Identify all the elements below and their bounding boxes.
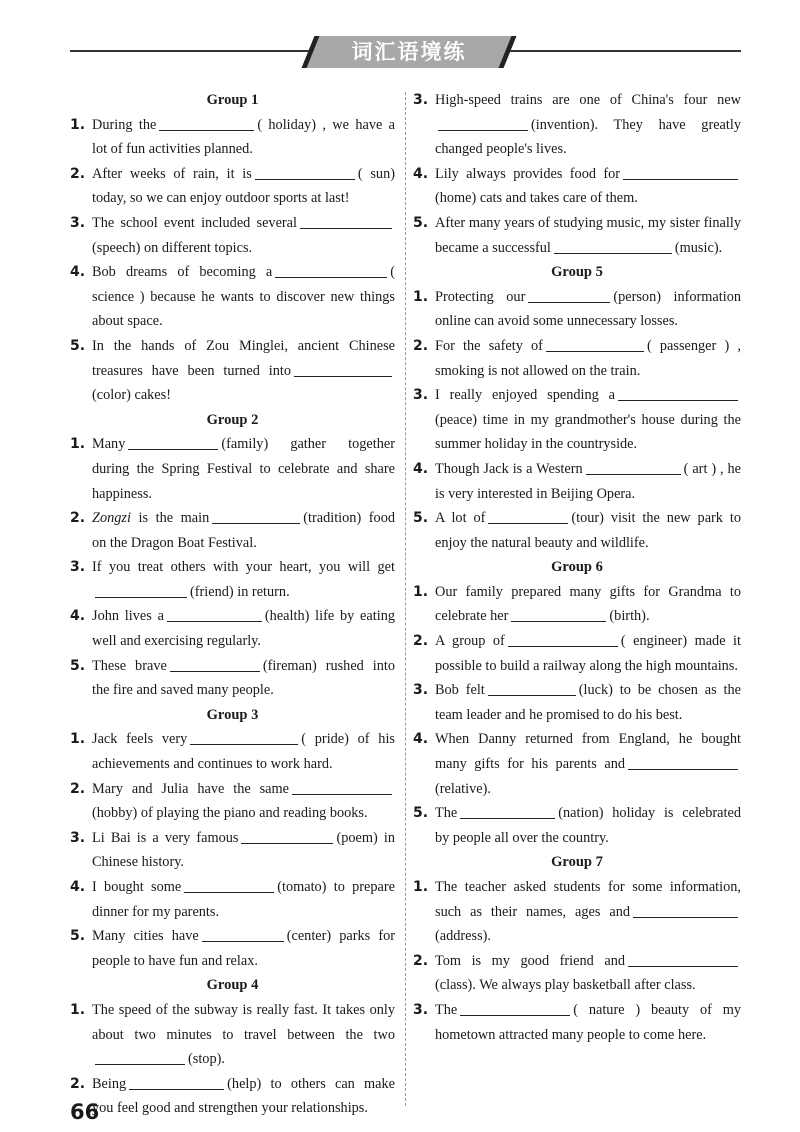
item-text-after: (friend) in return. [190, 583, 290, 600]
item-text-before: John lives a [92, 608, 164, 625]
item-text-before: The teacher asked students for some information, such as their names, ages and [435, 879, 741, 920]
item-text-before: Many cities have [92, 928, 199, 945]
item-text [92, 604, 395, 653]
item-text [435, 334, 741, 383]
answer-blank[interactable] [554, 237, 672, 254]
exercise-item [413, 88, 741, 162]
item-number: 4. [413, 460, 429, 477]
item-number: 1. [413, 288, 429, 305]
exercise-item [413, 162, 741, 211]
answer-blank[interactable] [95, 581, 187, 598]
answer-blank[interactable] [528, 286, 610, 303]
exercise-item [413, 506, 741, 555]
item-text [435, 678, 741, 727]
item-text-before: When Danny returned from England, he bought many gifts for his parents and [435, 731, 741, 773]
item-text-before: After weeks of rain, it is [92, 165, 252, 182]
item-text-before: Tom is my good friend and [435, 952, 625, 969]
item-text-after: (tour) visit the new park to enjoy the natural beauty and wildlife. [435, 510, 741, 551]
answer-blank[interactable] [300, 212, 392, 229]
item-text [92, 334, 395, 408]
item-text-before: Bob dreams of becoming a [92, 264, 273, 281]
item-number: 2. [70, 165, 86, 182]
answer-blank[interactable] [167, 605, 262, 622]
item-text-before: During the [92, 116, 157, 133]
item-text-after: (address). [435, 928, 491, 945]
exercise-item [70, 432, 395, 506]
item-text [435, 727, 741, 801]
exercise-item [70, 211, 395, 260]
item-text [92, 727, 395, 776]
answer-blank[interactable] [159, 114, 254, 131]
item-number: 5. [70, 337, 86, 354]
item-text [92, 113, 395, 162]
item-number: 5. [70, 657, 86, 674]
item-number: 2. [70, 510, 86, 527]
item-number: 5. [413, 805, 429, 822]
group-heading: Group 3 [206, 706, 259, 723]
item-text-before: Mary and Julia have the same [92, 780, 289, 797]
item-text-after: (help) to others can make you feel good and strengthen your relationships. [92, 1075, 395, 1117]
item-number: 1. [70, 731, 86, 748]
group-heading: Group 2 [206, 411, 259, 428]
group-heading: Group 5 [551, 264, 603, 281]
item-text [92, 555, 395, 604]
exercise-item [413, 875, 741, 949]
item-text [435, 211, 741, 260]
column-divider [405, 92, 406, 1106]
item-text [435, 88, 741, 162]
answer-blank[interactable] [511, 605, 606, 622]
item-text-after: (person) information online can avoid some unnecessary losses. [435, 288, 741, 330]
exercise-item [70, 604, 395, 653]
answer-blank[interactable] [95, 1048, 185, 1065]
exercise-item [413, 678, 741, 727]
answer-blank[interactable] [488, 679, 576, 696]
exercise-item [413, 629, 741, 678]
item-text-after: ( holiday) , we have a lot of fun activities planned. [92, 116, 395, 158]
exercise-item [70, 555, 395, 604]
header-rule-left [70, 50, 320, 52]
exercise-item [413, 285, 741, 334]
item-number: 1. [70, 1001, 86, 1018]
exercise-item [413, 334, 741, 383]
item-number: 3. [413, 1001, 429, 1018]
item-number: 3. [413, 682, 429, 699]
exercise-item [413, 457, 741, 506]
item-text-after: (speech) on different topics. [92, 239, 253, 256]
item-number: 2. [413, 633, 429, 650]
exercise-item [70, 1072, 395, 1121]
item-text [435, 998, 741, 1047]
item-text [435, 162, 741, 211]
item-text-before: Protecting our [435, 288, 526, 305]
item-number: 2. [70, 780, 86, 797]
item-text [92, 826, 395, 875]
item-text-after: ( sun) today, so we can enjoy outdoor sports at last! [92, 165, 395, 207]
answer-blank[interactable] [460, 999, 570, 1016]
item-text [435, 949, 741, 998]
item-text-before: Though Jack is a Western [435, 460, 583, 477]
item-text [435, 801, 741, 850]
exercise-item [70, 334, 395, 408]
item-text [92, 998, 395, 1072]
item-text [92, 211, 395, 260]
item-text-after: (nation) holiday is celebrated by people all over the country. [435, 805, 741, 846]
item-number: 3. [70, 829, 86, 846]
item-text-before: If you treat others with your heart, you will get [92, 559, 395, 576]
item-text-before: I really enjoyed spending a [435, 387, 615, 404]
item-text-before: The [435, 1001, 458, 1018]
exercise-item [413, 998, 741, 1047]
item-text-after: (fireman) rushed into the fire and saved many people. [92, 657, 395, 699]
item-number: 2. [413, 952, 429, 969]
item-number: 2. [413, 337, 429, 354]
item-text [435, 629, 741, 678]
item-text-before: is the main [138, 510, 210, 527]
item-text-before: Being [92, 1075, 127, 1092]
item-number: 3. [413, 92, 429, 108]
exercise-item [70, 777, 395, 826]
item-text [435, 285, 741, 334]
item-number: 3. [413, 387, 429, 404]
exercise-item [413, 580, 741, 629]
item-text [435, 383, 741, 457]
item-text-before: A group of [435, 633, 505, 650]
item-text-after: (invention). They have greatly changed people's lives. [435, 116, 741, 158]
item-text-after: ( passenger ) , smoking is not allowed on the train. [435, 337, 741, 379]
item-number: 1. [413, 583, 429, 600]
item-text-before: I bought some [92, 879, 182, 895]
item-text-after: (hobby) of playing the piano and reading books. [92, 805, 368, 822]
group-heading: Group 1 [206, 92, 259, 108]
item-text-after: (class). We always play basketball after class. [435, 977, 696, 994]
answer-blank[interactable] [628, 753, 738, 770]
exercise-item [70, 875, 395, 924]
item-text-before: A lot of [435, 510, 486, 527]
exercise-item [70, 727, 395, 776]
item-text [92, 777, 395, 826]
item-text-after: (peace) time in my grandmother's house during the summer holiday in the countryside. [435, 411, 741, 453]
item-number: 4. [413, 165, 429, 182]
exercise-item [70, 998, 395, 1072]
item-text-before: Many [92, 436, 126, 453]
item-text-after: (tomato) to prepare dinner for my parents. [92, 879, 395, 920]
item-text-before: High-speed trains are one of China's four new [435, 92, 741, 108]
exercise-item [70, 113, 395, 162]
item-text [435, 875, 741, 949]
item-text-before: Li Bai is a very famous [92, 829, 239, 846]
item-text [435, 580, 741, 629]
item-number: 4. [70, 608, 86, 625]
item-text-before: Bob felt [435, 682, 485, 699]
answer-blank[interactable] [546, 335, 644, 352]
item-text [435, 506, 741, 555]
answer-blank[interactable] [241, 827, 333, 844]
answer-blank[interactable] [202, 925, 284, 942]
item-number: 5. [413, 214, 429, 231]
item-number: 4. [70, 264, 86, 281]
answer-blank[interactable] [488, 507, 568, 524]
answer-blank[interactable] [586, 458, 681, 475]
item-text-before: In the hands of Zou Minglei, ancient Chinese treasures have been turned into [92, 337, 395, 379]
answer-blank[interactable] [275, 261, 387, 278]
item-text-before: Our family prepared many gifts for Grandma to celebrate her [435, 583, 741, 625]
exercise-item [70, 654, 395, 703]
answer-blank[interactable] [623, 163, 738, 180]
answer-blank[interactable] [438, 114, 528, 131]
answer-blank[interactable] [212, 507, 300, 524]
item-text [92, 432, 395, 506]
item-text-after: (stop). [188, 1051, 225, 1068]
left-column [70, 88, 395, 1121]
item-text-after: ( science ) because he wants to discover new things about space. [92, 264, 395, 330]
answer-blank[interactable] [628, 950, 738, 967]
item-number: 4. [413, 731, 429, 748]
exercise-item [413, 383, 741, 457]
item-text-before: After many years of studying music, my sister finally became a successful [435, 214, 741, 256]
item-text-before: Jack feels very [92, 731, 188, 748]
item-number: 1. [70, 436, 86, 453]
item-number: 1. [413, 879, 429, 895]
answer-blank[interactable] [618, 384, 738, 401]
answer-blank[interactable] [294, 360, 392, 377]
item-text [92, 506, 395, 555]
item-text-before: The school event included several [92, 214, 297, 231]
answer-blank[interactable] [129, 1073, 224, 1090]
answer-blank[interactable] [633, 901, 738, 918]
item-text-after: (birth). [609, 608, 650, 625]
item-number: 3. [70, 214, 86, 231]
item-text-after: ( nature ) beauty of my hometown attracted many people to come here. [435, 1001, 741, 1043]
item-text-after: (center) parks for people to have fun and relax. [92, 928, 395, 969]
item-number: 1. [70, 116, 86, 133]
item-text-before: For the safety of [435, 337, 543, 354]
exercise-item [70, 260, 395, 334]
item-text-after: ( art ) , he is very interested in Beijing Opera. [435, 460, 741, 502]
item-text [92, 875, 395, 924]
item-text-after: (color) cakes! [92, 387, 171, 404]
item-text-before: The [435, 805, 458, 822]
exercise-item [70, 506, 395, 555]
item-number: 3. [70, 559, 86, 576]
group-heading: Group 6 [551, 559, 603, 576]
item-text-before: Lily always provides food for [435, 165, 620, 182]
exercise-item [70, 826, 395, 875]
item-text-after: ( pride) of his achievements and continues to work hard. [92, 731, 395, 773]
exercise-item [70, 162, 395, 211]
answer-blank[interactable] [292, 778, 392, 795]
item-italic-word: Zongzi [92, 510, 131, 527]
item-text-after: (family) gather together during the Spring Festival to celebrate and share happiness. [92, 436, 395, 502]
group-heading: Group 7 [551, 854, 603, 871]
exercise-item [413, 949, 741, 998]
item-text-before: These brave [92, 657, 167, 674]
item-text-after: (music). [674, 239, 723, 256]
item-text [92, 924, 395, 973]
item-text-after: (tradition) food on the Dragon Boat Festival. [92, 510, 395, 551]
item-text-before: The speed of the subway is really fast. It takes only about two minutes to travel between the two [92, 1001, 395, 1043]
answer-blank[interactable] [128, 433, 218, 450]
item-text-after: (health) life by eating well and exercising regularly. [92, 608, 395, 650]
answer-blank[interactable] [190, 728, 298, 745]
item-number: 2. [70, 1075, 86, 1092]
exercise-item [70, 924, 395, 973]
page-title: 词汇语境练 [351, 40, 467, 64]
item-text-after: (home) cats and takes care of them. [435, 190, 638, 207]
item-number: 5. [70, 928, 86, 945]
item-text [92, 1072, 395, 1121]
item-text [92, 654, 395, 703]
answer-blank[interactable] [508, 630, 618, 647]
item-number: 4. [70, 879, 86, 895]
group-heading: Group 4 [206, 977, 259, 994]
right-column [413, 88, 741, 1047]
exercise-item [413, 801, 741, 850]
page-number: 66 [70, 1100, 100, 1124]
item-text-after: (relative). [435, 780, 491, 797]
item-text-after: (poem) in Chinese history. [92, 829, 395, 871]
item-text [92, 162, 395, 211]
answer-blank[interactable] [255, 163, 355, 180]
header-rule-right [486, 50, 741, 52]
item-text-after: ( engineer) made it possible to build a railway along the high mountains. [435, 633, 741, 674]
exercise-item [413, 211, 741, 260]
exercise-item [413, 727, 741, 801]
item-text [435, 457, 741, 506]
item-text-after: (luck) to be chosen as the team leader and he promised to do his best. [435, 682, 741, 723]
item-text [92, 260, 395, 334]
answer-blank[interactable] [184, 876, 274, 893]
item-number: 5. [413, 510, 429, 527]
answer-blank[interactable] [170, 655, 260, 672]
answer-blank[interactable] [460, 802, 555, 819]
